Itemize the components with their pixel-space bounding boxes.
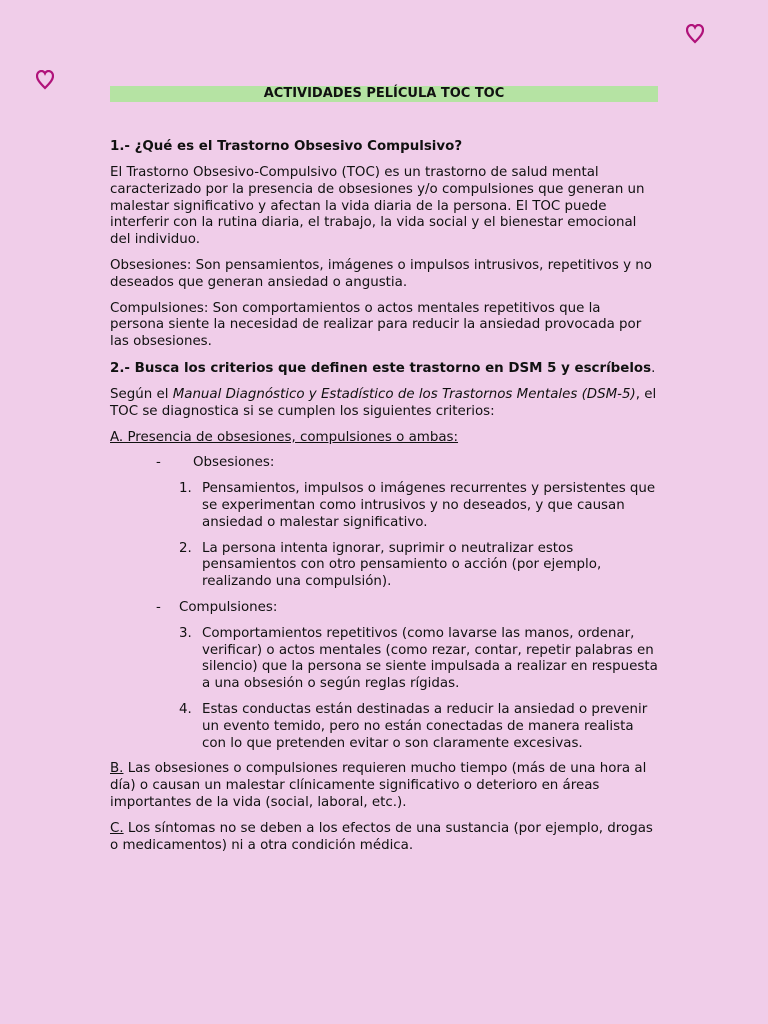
criterion-c: C. Los síntomas no se deben a los efectos de una sustancia (por ejemplo, drogas o medicamentos) ni a otra condición médica. xyxy=(110,820,653,853)
obsesiones-bullet: - Obsesiones: xyxy=(156,455,275,471)
dsm-intro: Según el Manual Diagnóstico y Estadístico de los Trastornos Mentales (DSM-5), el TOC se diagnostica si se cumplen los siguientes criterios: xyxy=(110,386,657,419)
list-item: 3. Comportamientos repetitivos (como lavarse las manos, ordenar, verificar) o actos mentales (como rezar, contar, repetir palabras en silencio) que la persona se siente impulsada a realizar en respuesta a una obsesión o según reglas rígidas. xyxy=(179,625,658,692)
compulsiones-definition: Compulsiones: Son comportamientos o actos mentales repetitivos que la persona siente la necesidad de realizar para reducir la ansiedad provocada por las obsesiones. xyxy=(110,300,642,350)
list-item: 2. La persona intenta ignorar, suprimir o neutralizar estos pensamientos con otro pensamiento o acción (por ejemplo, realizando una compulsión). xyxy=(179,540,602,590)
document-page xyxy=(110,86,658,863)
heart-icon xyxy=(36,70,54,90)
toc-definition: El Trastorno Obsesivo-Compulsivo (TOC) es un trastorno de salud mental caracterizado por la presencia de obsesiones y/o compulsiones que generan un malestar significativo y afectan la vida diaria de la persona. El TOC puede interferir con la rutina diaria, el trabajo, la vida social y el bienestar emocional del individuo. xyxy=(110,165,645,248)
list-item: 1. Pensamientos, impulsos o imágenes recurrentes y persistentes que se experimentan como intrusivos y no deseados, y que causan ansiedad o malestar significativo. xyxy=(179,481,656,530)
heart-icon xyxy=(686,24,704,44)
question-2-heading: 2.- Busca los criterios que definen este trastorno en DSM 5 y escríbelos. xyxy=(110,360,656,376)
question-1-heading: 1.- ¿Qué es el Trastorno Obsesivo Compulsivo? xyxy=(110,139,463,154)
compulsiones-bullet: - Compulsiones: xyxy=(156,599,278,615)
list-item: 4. Estas conductas están destinadas a reducir la ansiedad o prevenir un evento temido, pero no están conectadas de manera realista con lo que pretenden evitar o son claramente excesivas. xyxy=(179,701,648,751)
criterion-b: B. Las obsesiones o compulsiones requieren mucho tiempo (más de una hora al día) o causan un malestar clínicamente significativo o deterioro en áreas importantes de la vida (social, laboral, etc.). xyxy=(110,761,647,810)
obsesiones-definition: Obsesiones: Son pensamientos, imágenes o impulsos intrusivos, repetitivos y no deseados que generan ansiedad o angustia. xyxy=(110,257,652,290)
page-title: ACTIVIDADES PELÍCULA TOC TOC xyxy=(110,86,658,102)
criterion-a: A. Presencia de obsesiones, compulsiones o ambas: xyxy=(110,429,459,445)
